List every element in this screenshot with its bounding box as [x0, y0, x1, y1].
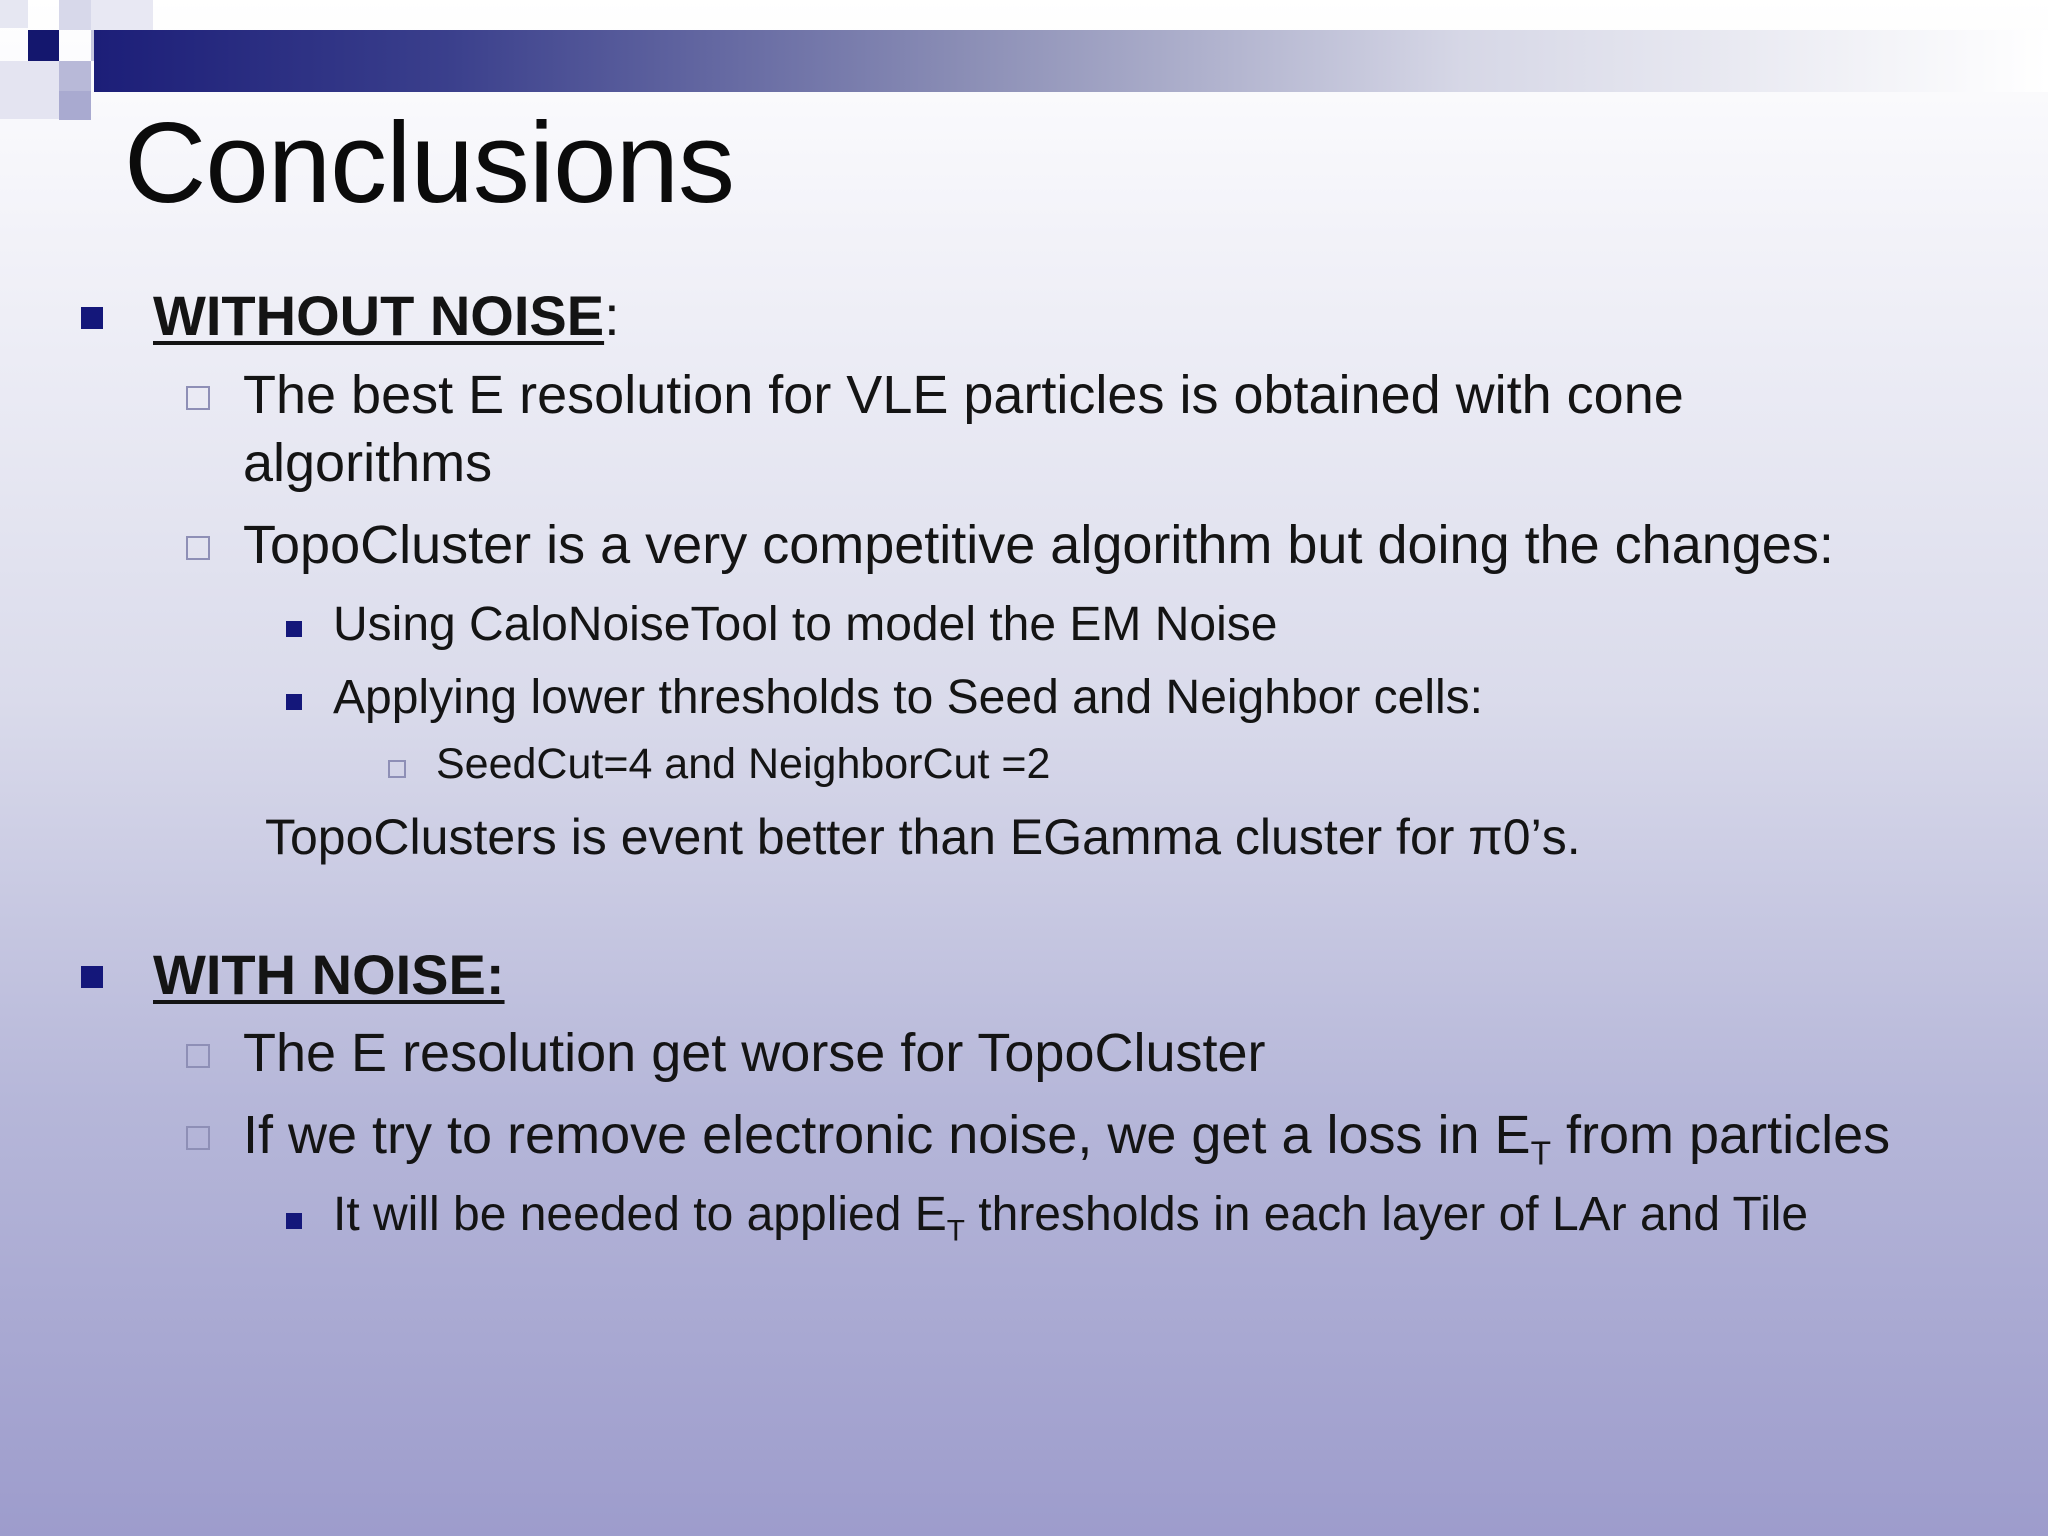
square-bullet-icon [286, 621, 302, 637]
hollow-square-bullet-icon [388, 760, 406, 778]
sub-list-item: Using CaloNoiseTool to model the EM Noise [333, 598, 1278, 651]
sub-list-item: It will be needed to applied $E_T$ thresholds in each layer of LAr and Tile [333, 1188, 1809, 1248]
corner-square [0, 61, 59, 119]
corner-square [91, 0, 153, 30]
corner-square [28, 30, 59, 61]
square-bullet-icon [81, 307, 103, 329]
corner-square [0, 0, 28, 28]
hollow-square-bullet-icon [186, 536, 210, 560]
list-item: The E resolution get worse for TopoCluster [243, 1023, 1266, 1083]
list-item: TopoCluster is a very competitive algorithm but doing the changes: [243, 515, 1834, 575]
sub-sub-list-item: SeedCut=4 and NeighborCut =2 [436, 740, 1051, 788]
section-heading-with-noise: WITH NOISE: [153, 943, 505, 1006]
hollow-square-bullet-icon [186, 1126, 210, 1150]
square-bullet-icon [286, 694, 302, 710]
corner-square [59, 91, 91, 120]
hollow-square-bullet-icon [186, 386, 210, 410]
hollow-square-bullet-icon [186, 1044, 210, 1068]
summary-note: TopoClusters is event better than EGamma cluster for π0’s. [265, 809, 1581, 865]
section-heading-without-noise: WITHOUT NOISE: [153, 284, 620, 347]
corner-square [59, 0, 91, 30]
list-item: If we try to remove electronic noise, we get a loss in $E_T$ from particles [243, 1105, 1891, 1173]
list-item-continuation: algorithms [243, 433, 493, 493]
square-bullet-icon [81, 966, 103, 988]
list-item: The best E resolution for VLE particles is obtained with cone [243, 365, 1684, 425]
slide-title: Conclusions [124, 100, 734, 227]
square-bullet-icon [286, 1213, 302, 1229]
title-gradient-bar [94, 30, 2048, 92]
corner-square [59, 61, 91, 91]
sub-list-item: Applying lower thresholds to Seed and Neighbor cells: [333, 671, 1484, 724]
